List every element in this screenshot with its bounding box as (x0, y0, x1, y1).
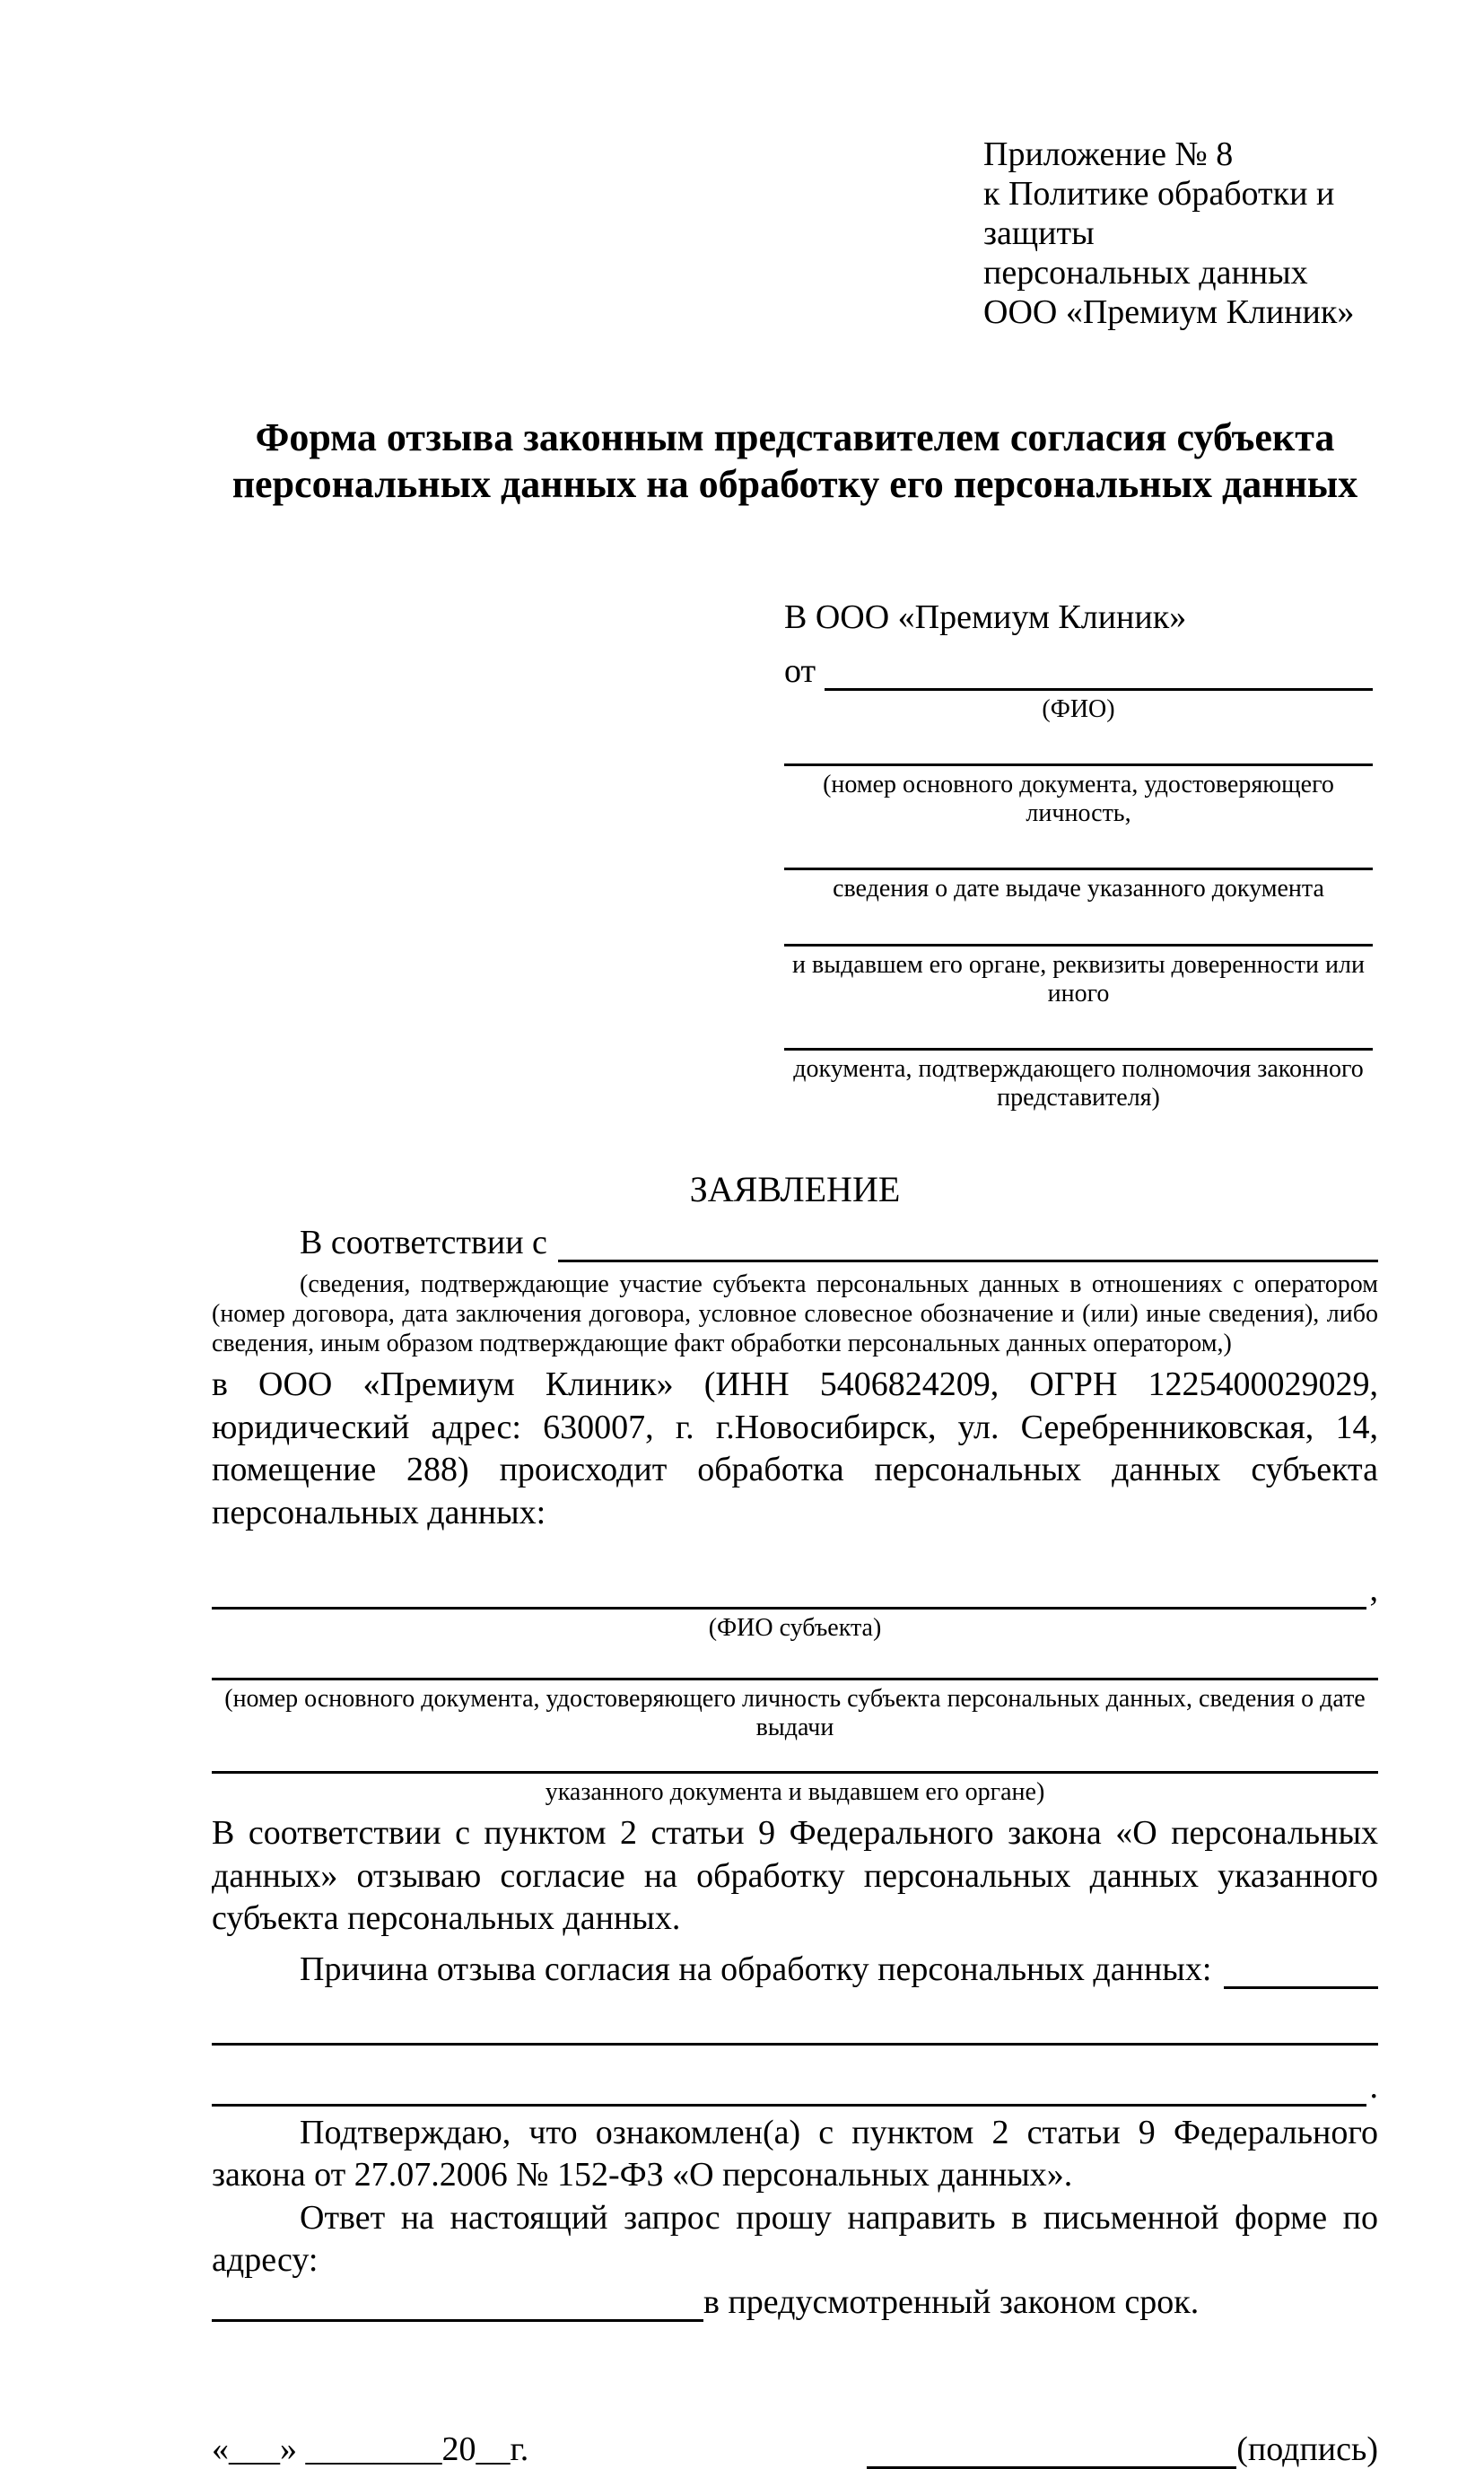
fio-caption: (ФИО) (1042, 694, 1115, 723)
addressee-to: В ООО «Премиум Клиник» (784, 598, 1187, 637)
from-row (784, 651, 1373, 691)
reason-row (212, 1950, 1378, 1989)
signature-block (867, 2430, 1378, 2469)
from-label: от (784, 651, 816, 690)
trailing-period: . (1369, 2067, 1378, 2106)
blank-line (784, 1041, 1373, 1051)
field-caption: (номер основного документа, удостоверяющего личность, (823, 770, 1334, 828)
footer-row (212, 2430, 1378, 2469)
document-title (212, 414, 1378, 508)
representative-doc-field (784, 1041, 1373, 1112)
intro-row (212, 1223, 1378, 1262)
appendix-header (983, 135, 1378, 332)
date-blank: «___» ________20__г. (212, 2430, 529, 2468)
reason-blank-line-2 (212, 2036, 1378, 2046)
statement-heading: ЗАЯВЛЕНИЕ (689, 1169, 901, 1210)
appendix-line: персональных данных (983, 254, 1308, 292)
reply-paragraph: Ответ на настоящий запрос прошу направить в письменной форме по адресу: (212, 2198, 1378, 2280)
withdrawal-paragraph: В соответствии с пунктом 2 статьи 9 Федерального закона «О персональных данных» отзываю согласие на обработку персональных данных указанного субъекта персональных данных. (212, 1814, 1378, 1938)
subject-fio-caption: (ФИО субъекта) (708, 1614, 882, 1643)
document-title-line: персональных данных на обработку его персональных данных (231, 462, 1358, 507)
intro-prefix: В соответствии с (300, 1224, 547, 1262)
reply-address-row (212, 2282, 1378, 2322)
from-blank-line (825, 688, 1373, 691)
subject-fio-blank-line (212, 1607, 1366, 1610)
blank-line (784, 937, 1373, 947)
acknowledge-paragraph: Подтверждаю, что ознакомлен(а) с пунктом 2 статьи 9 Федерального закона от 27.07.2006 № 152-ФЗ «О персональных данных». (212, 2113, 1378, 2194)
representative-doc-field (784, 860, 1373, 903)
reason-prefix: Причина отзыва согласия на обработку персональных данных: (300, 1950, 1212, 1988)
signature-blank-line (867, 2459, 1236, 2469)
appendix-line: к Политике обработки и защиты (983, 175, 1335, 253)
subject-doc-blank-line (212, 1671, 1378, 1680)
representative-doc-field (784, 937, 1373, 1008)
subject-doc-caption-1: (номер основного документа, удостоверяющего личность субъекта персональных данных, сведения о дате выдачи (224, 1684, 1366, 1741)
appendix-line: Приложение № 8 (983, 135, 1234, 173)
field-caption: сведения о дате выдаче указанного документа (833, 875, 1324, 903)
reply-suffix: в предусмотренный законом срок. (703, 2282, 1200, 2321)
reason-last-row (212, 2067, 1378, 2107)
operator-paragraph: в ООО «Премиум Клиник» (ИНН 5406824209, ОГРН 1225400029029, юридический адрес: 630007, г. г.Новосибирск, ул. Серебренниковская, 14, помещение 288) происходит обработка персональных данных субъекта персональных данных: (212, 1365, 1378, 1531)
reason-blank-line-3 (212, 2104, 1366, 2107)
subject-doc-caption-2: указанного документа и выдавшем его органе) (545, 1777, 1045, 1806)
addressee-block (784, 598, 1373, 1112)
subject-fio-row (212, 1570, 1378, 1610)
appendix-line: ООО «Премиум Клиник» (983, 293, 1355, 332)
signature-caption: (подпись) (1236, 2430, 1378, 2468)
blank-line (784, 860, 1373, 870)
trailing-comma: , (1369, 1571, 1378, 1610)
subject-doc-blank-line (212, 1764, 1378, 1774)
field-caption: и выдавшем его органе, реквизиты доверенности или иного (792, 950, 1365, 1008)
reason-blank-line (1224, 1986, 1378, 1989)
representative-doc-field (784, 756, 1373, 828)
intro-blank-line (558, 1260, 1378, 1262)
document-content (212, 135, 1378, 2469)
intro-caption: (сведения, подтверждающие участие субъекта персональных данных в отношениях с оператором (номер договора, дата заключения договора, условное словесное обозначение и (или) иные сведения), либо сведения, иным образом подтверждающие факт обработки персональных данных оператором,) (212, 1270, 1378, 1358)
field-caption: документа, подтверждающего полномочия законного представителя) (793, 1054, 1364, 1112)
blank-line (784, 756, 1373, 766)
reply-address-blank-line (212, 2312, 703, 2322)
document-title-line: Форма отзыва законным представителем согласия субъекта (255, 415, 1335, 460)
